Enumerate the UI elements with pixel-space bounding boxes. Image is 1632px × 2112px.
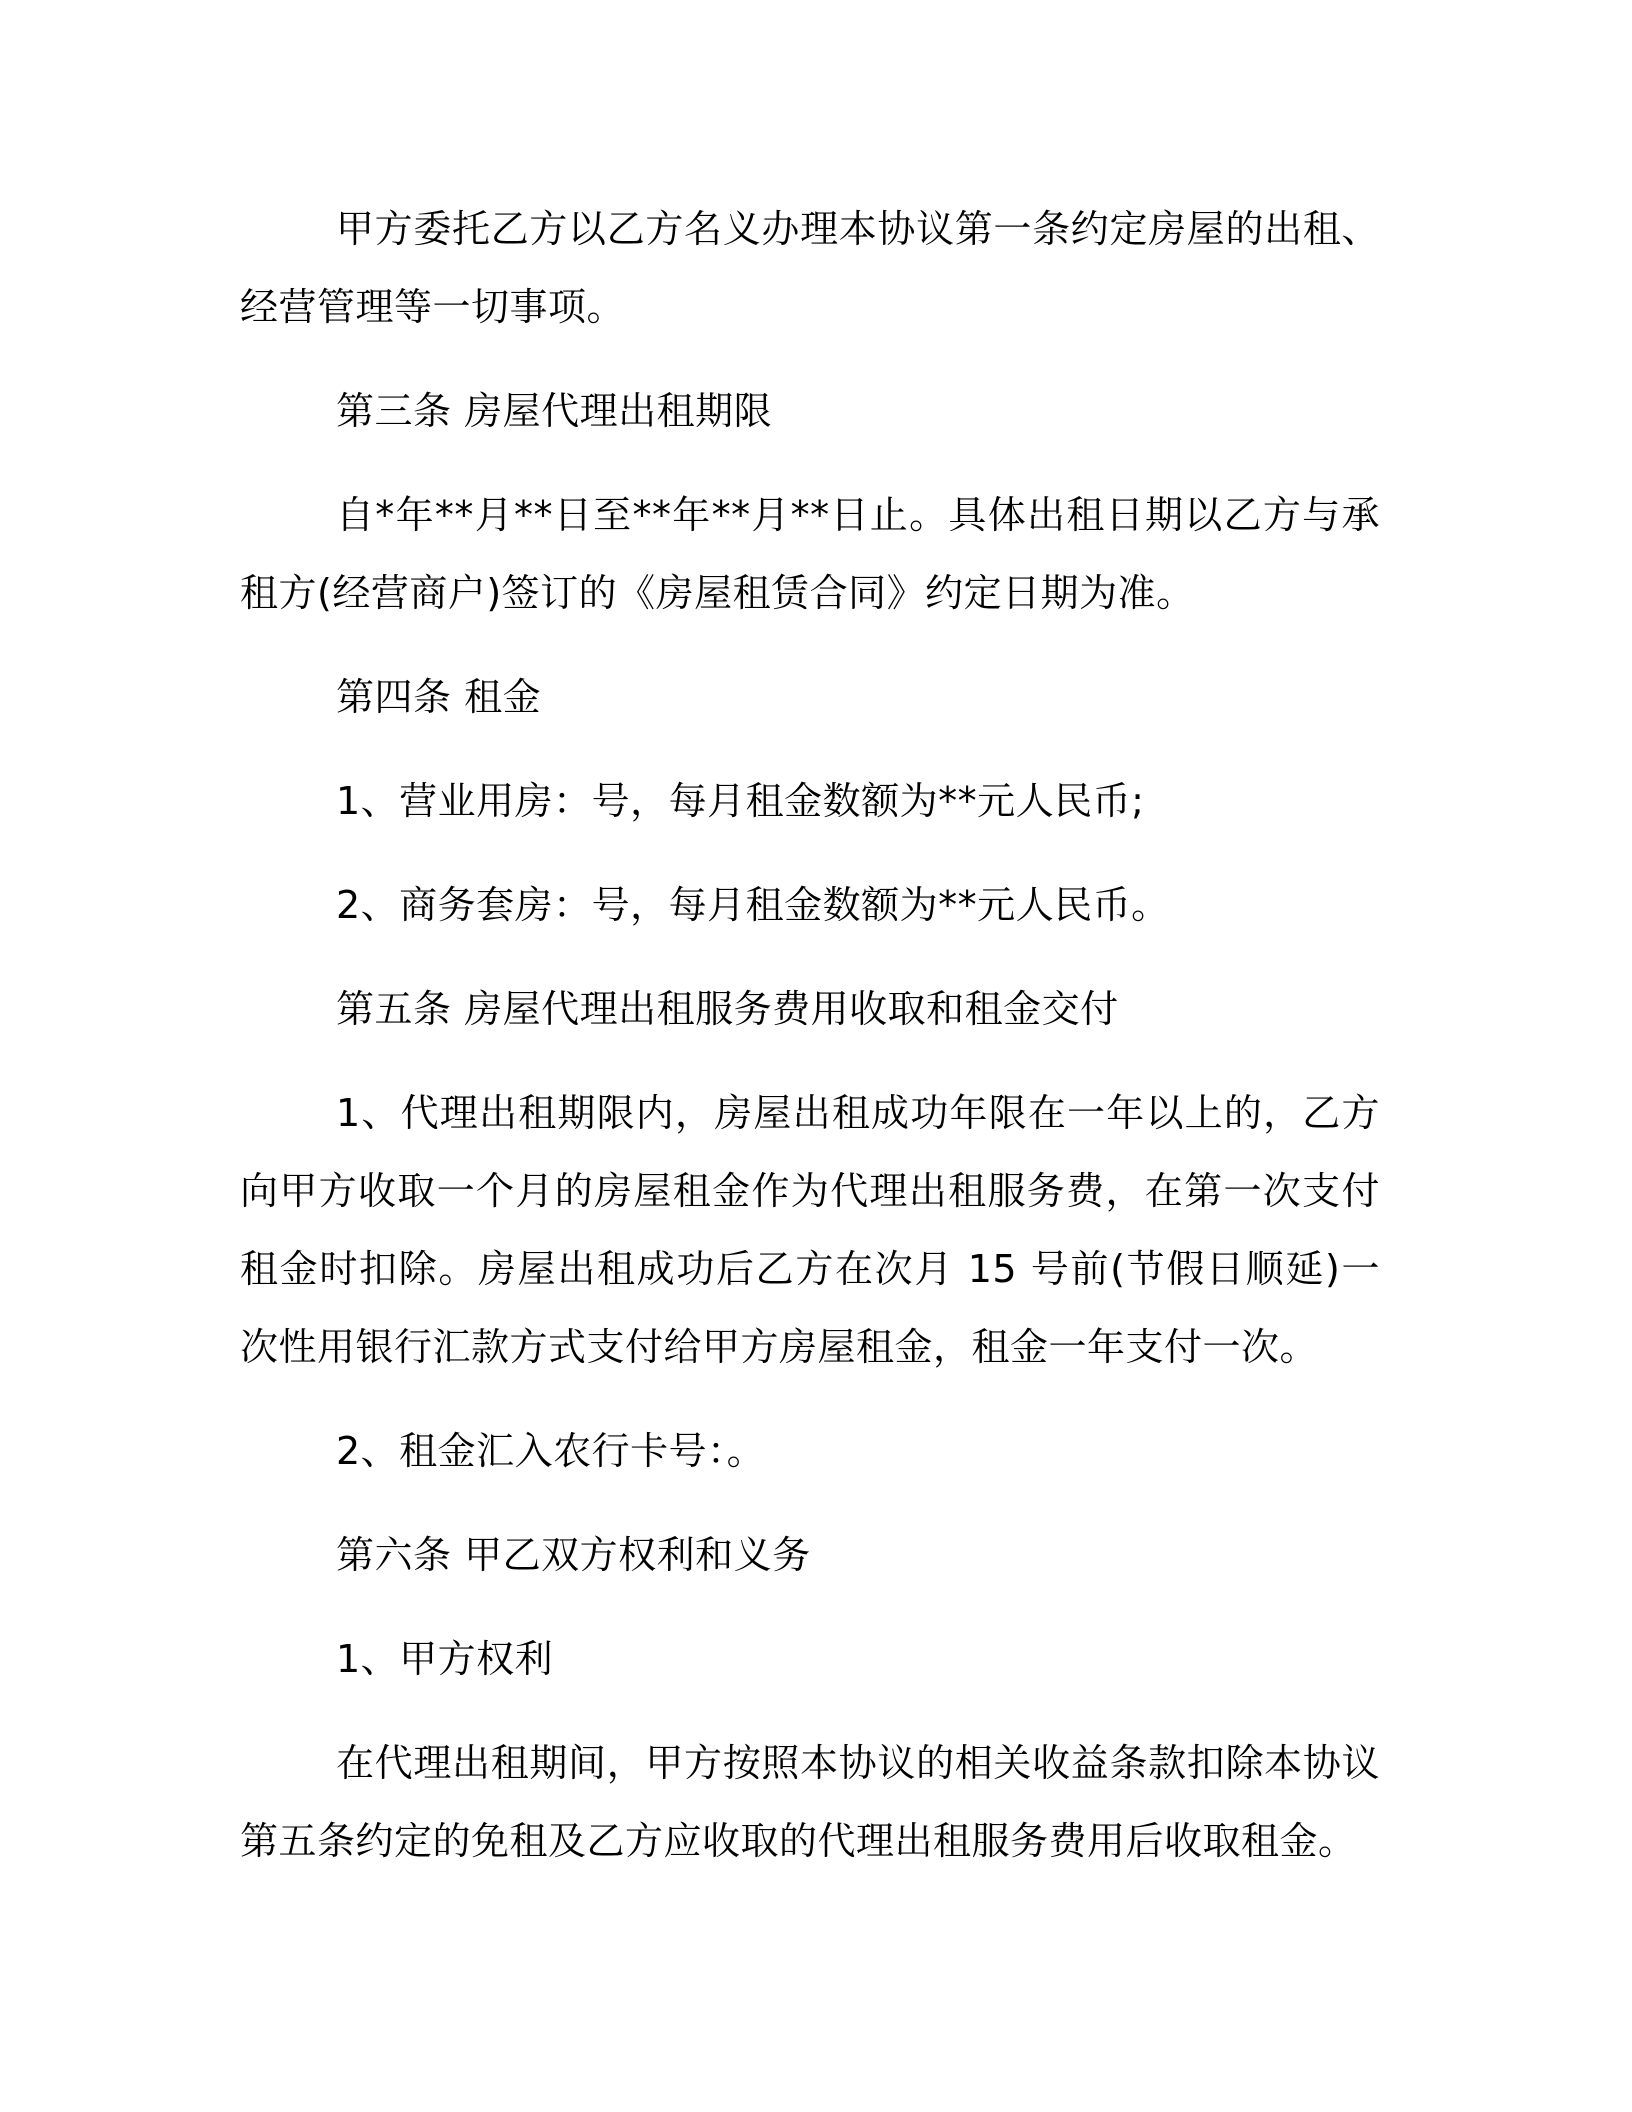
document-body xyxy=(240,190,1380,1880)
paragraph-service-fee: 1、代理出租期限内，房屋出租成功年限在一年以上的，乙方向甲方收取一个月的房屋租金作为代理出租服务费，在第一次支付租金时扣除。房屋出租成功后乙方在次月 15 号前(节假日顺延)一次性用银行汇款方式支付给甲方房屋租金，租金一年支付一次。 xyxy=(240,1091,1380,1369)
heading-article-5: 第五条 房屋代理出租服务费用收取和租金交付 xyxy=(336,987,1119,1031)
subheading-party-a-rights: 1、甲方权利 xyxy=(336,1637,554,1681)
paragraph-business-suite-rent: 2、商务套房：号，每月租金数额为**元人民币。 xyxy=(336,883,1170,927)
heading-article-4: 第四条 租金 xyxy=(336,675,542,719)
heading-article-3: 第三条 房屋代理出租期限 xyxy=(336,389,773,433)
paragraph-party-a-rights: 在代理出租期间，甲方按照本协议的相关收益条款扣除本协议第五条约定的免租及乙方应收取的代理出租服务费用后收取租金。 xyxy=(240,1741,1380,1863)
paragraph-business-premises-rent: 1、营业用房：号，每月租金数额为**元人民币; xyxy=(336,779,1145,823)
paragraph-bank-card: 2、租金汇入农行卡号：。 xyxy=(336,1429,766,1473)
paragraph-entrustment: 甲方委托乙方以乙方名义办理本协议第一条约定房屋的出租、经营管理等一切事项。 xyxy=(240,207,1380,329)
paragraph-rental-period: 自*年**月**日至**年**月**日止。具体出租日期以乙方与承租方(经营商户)签订的《房屋租赁合同》约定日期为准。 xyxy=(240,493,1380,615)
heading-article-6: 第六条 甲乙双方权利和义务 xyxy=(336,1533,811,1577)
